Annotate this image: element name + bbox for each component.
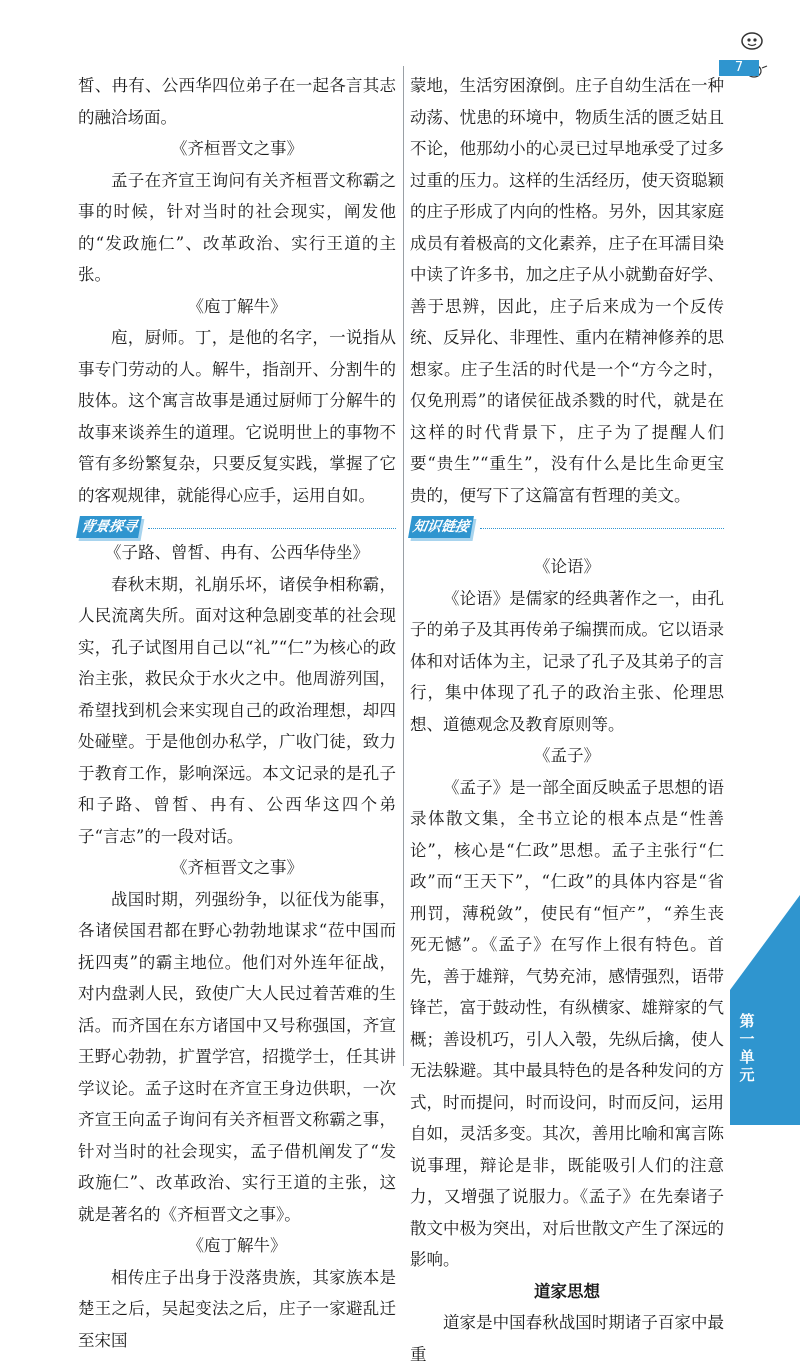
paragraph: 皙、冉有、公西华四位弟子在一起各言其志的融洽场面。 (78, 76, 396, 127)
page-number: 7 (719, 60, 759, 76)
unit-corner-tab (728, 895, 800, 1125)
unit-label: 第一单元 (739, 1012, 755, 1084)
section-tag-background: 背景探寻 (76, 516, 142, 538)
left-column (78, 70, 396, 1356)
paragraph: 《孟子》是一部全面反映孟子思想的语录体散文集，全书立论的根本点是“性善论”，核心是“仁政”思想。孟子主张行“仁政”而“王天下”，“仁政”的具体内容是“省刑罚，薄税敛”，使民有“恒产”，“养生丧死无憾”。《孟子》在写作上很有特色。首先，善于雄辩，气势充沛，感情强烈，语带锋芒，富于鼓动性，有纵横家、雄辩家的气概；善设机巧，引人入彀，先纵后擒，使人无法躲避。其中最具特色的是各种发问的方式，时而提问，时而设问，时而反问，运用自如，灵活多变。其次，善用比喻和寓言陈说事理，辩论是非，既能吸引人们的注意力，又增强了说服力。《孟子》在先秦诸子散文中极为突出，对后世散文产生了深远的影响。 (410, 777, 724, 1269)
right-column (410, 70, 724, 1370)
section-rule (148, 527, 396, 529)
column-divider (403, 66, 404, 1066)
paragraph: 战国时期，列强纷争，以征伐为能事，各诸侯国君都在野心勃勃地谋求“莅中国而抚四夷”的霸主地位。他们对外连年征战，对内盘剥人民，致使广大人民过着苦难的生活。而齐国在东方诸国中又号称强国，齐宣王野心勃勃，扩置学宫，招揽学士，任其讲学议论。孟子这时在齐宣王身边供职，一次齐宣王向孟子询问有关齐桓晋文称霸之事，针对当时的社会现实，孟子借机阐发了“发政施仁”、改革政治、实行王道的主张，这就是著名的《齐桓晋文之事》。 (78, 889, 396, 1224)
paragraph: 春秋末期，礼崩乐坏，诸侯争相称霸，人民流离失所。面对这种急剧变革的社会现实，孔子试图用自己以“礼”“仁”为核心的政治主张，救民众于水火之中。他周游列国，希望找到机会来实现自己的政治理想，却四处碰壁。于是他创办私学，广收门徒，致力于教育工作，影响深远。本文记录的是孔子和子路、曾皙、冉有、公西华这四个弟子“言志”的一段对话。 (78, 574, 396, 846)
spacer (410, 537, 724, 551)
heading: 《子路、曾皙、冉有、公西华侍坐》 (105, 543, 369, 562)
paragraph: 相传庄子出身于没落贵族，其家族本是楚王之后，吴起变法之后，庄子一家避乱迁至宋国 (78, 1267, 396, 1350)
section-rule (480, 527, 724, 529)
heading: 《论语》 (534, 557, 600, 576)
heading: 《齐桓晋文之事》 (171, 858, 303, 877)
section-tag-knowledge: 知识链接 (408, 516, 474, 538)
paragraph: 道家是中国春秋战国时期诸子百家中最重 (410, 1313, 724, 1364)
heading: 《孟子》 (534, 746, 600, 765)
paragraph: 《论语》是儒家的经典著作之一，由孔子的弟子及其再传弟子编撰而成。它以语录体和对话体为主，记录了孔子及其弟子的言行，集中体现了孔子的政治主张、伦理思想、道德观念及教育原则等。 (410, 588, 724, 734)
heading: 《庖丁解牛》 (187, 296, 287, 316)
paragraph: 庖，厨师。丁，是他的名字，一说指从事专门劳动的人。解牛，指剖开、分割牛的肢体。这个寓言故事是通过厨师丁分解牛的故事来谈养生的道理。它说明世上的事物不管有多纷繁复杂，只要反复实践，掌握了它的客观规律，就能得心应手，运用自如。 (78, 328, 396, 505)
paragraph: 蒙地，生活穷困潦倒。庄子自幼生活在一种动荡、忧患的环境中，物质生活的匮乏姑且不论，他那幼小的心灵已过早地承受了过多过重的压力。这样的生活经历，使天资聪颖的庄子形成了内向的性格。另外，因其家庭成员有着极高的文化素养，庄子在耳濡目染中读了许多书，加之庄子从小就勤奋好学、善于思辨，因此，庄子后来成为一个反传统、反异化、非理性、重内在精神修养的思想家。庄子生活的时代是一个“方今之时，仅免刑焉”的诸侯征战杀戮的时代，就是在这样的时代背景下，庄子为了提醒人们要“贵生”“重生”，没有什么是比生命更宝贵的，便写下了这篇富有哲理的美文。 (410, 76, 724, 505)
heading: 《庖丁解牛》 (187, 1236, 287, 1255)
heading: 《齐桓晋文之事》 (171, 139, 303, 158)
paragraph: 孟子在齐宣王询问有关齐桓晋文称霸之事的时候，针对当时的社会现实，阐发他的“发政施仁”、改革政治、实行王道的主张。 (78, 170, 396, 284)
heading: 道家思想 (534, 1281, 600, 1301)
